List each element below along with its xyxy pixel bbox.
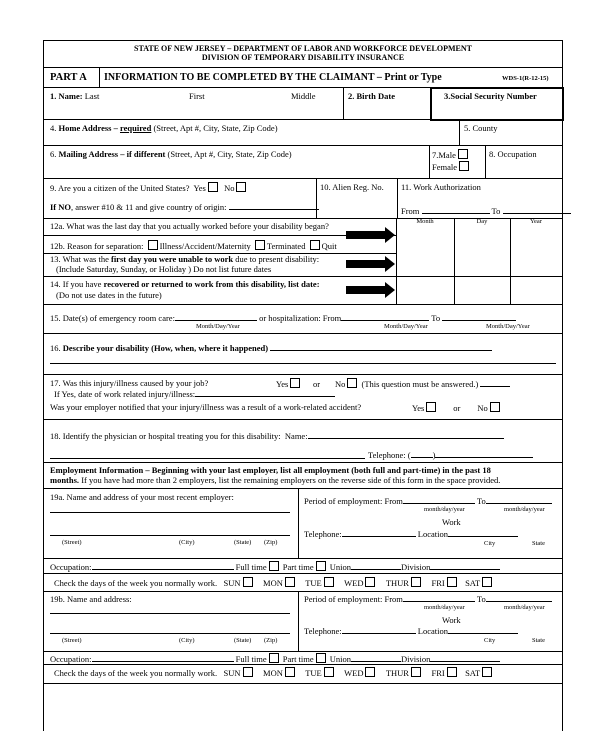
q17-no-checkbox bbox=[347, 378, 357, 388]
street-label-b: (Street) bbox=[62, 637, 82, 644]
first-label: First bbox=[189, 91, 205, 101]
employer-notified-answer[interactable]: Yes or No bbox=[412, 402, 502, 413]
form-page bbox=[43, 40, 563, 731]
mdy-label-1: Month/Day/Year bbox=[196, 323, 240, 330]
employment-info-note: months. If you have had more than 2 employers, list the remaining employers on the reverse side of this form in the space provided. bbox=[50, 475, 501, 485]
q18-label[interactable]: 18. Identify the physician or hospital treating you for this disability: Name: bbox=[50, 431, 504, 441]
state-a2: State bbox=[532, 540, 545, 547]
year-header: Year bbox=[530, 218, 542, 225]
q19a-label: 19a. Name and address of your most recent employer: bbox=[50, 492, 234, 502]
q17-label: 17. Was this injury/illness caused by your job? bbox=[50, 378, 209, 388]
city-a2: City bbox=[484, 540, 496, 547]
female-option[interactable]: Female bbox=[432, 161, 471, 172]
name-label: 1. Name: Last bbox=[50, 91, 100, 101]
birth-date-label: 2. Birth Date bbox=[348, 91, 395, 101]
telephone-b[interactable]: Telephone: Location bbox=[304, 626, 518, 636]
part-title: INFORMATION TO BE COMPLETED BY THE CLAIMANT – Print or Type bbox=[104, 72, 442, 83]
work-auth-label: 11. Work Authorization bbox=[401, 182, 481, 192]
q12b-label: 12b. Reason for separation: Illness/Accident/Maternity Terminated Quit bbox=[50, 241, 337, 251]
occupation-label[interactable]: 8. Occupation bbox=[489, 149, 537, 159]
home-address-label[interactable]: 4. Home Address – required (Street, Apt #, City, State, Zip Code) bbox=[50, 123, 278, 133]
mdy-a-2: month/day/year bbox=[504, 506, 545, 513]
zip-label-b: (Zip) bbox=[264, 637, 278, 644]
zip-label-a: (Zip) bbox=[264, 539, 278, 546]
mdy-a-1: month/day/year bbox=[424, 506, 465, 513]
agency-line: STATE OF NEW JERSEY – DEPARTMENT OF LABOR AND WORKFORCE DEVELOPMENT bbox=[134, 44, 472, 53]
if-no-note[interactable]: If NO, answer #10 & 11 and give country of origin: bbox=[50, 202, 319, 212]
q16-label[interactable]: 16. Describe your disability (How, when, where it happened) bbox=[50, 343, 492, 353]
illness-checkbox[interactable] bbox=[148, 240, 158, 250]
arrow-12 bbox=[346, 231, 385, 239]
male-option[interactable]: 7.Male bbox=[432, 149, 470, 160]
street-label-a: (Street) bbox=[62, 539, 82, 546]
mailing-address-label[interactable]: 6. Mailing Address – if different (Street, Apt #, City, State, Zip Code) bbox=[50, 149, 292, 159]
occupation-row-b[interactable]: Occupation: Full time Part time Union Division bbox=[50, 653, 500, 664]
q17-if-yes[interactable]: If Yes, date of work related injury/illness: bbox=[54, 389, 335, 399]
mdy-b-2: month/day/year bbox=[504, 604, 545, 611]
work-label-b: Work bbox=[442, 615, 461, 625]
day-header: Day bbox=[476, 218, 488, 225]
citizen-question: 9. Are you a citizen of the United States? Yes No bbox=[50, 182, 248, 193]
state-b2: State bbox=[532, 637, 545, 644]
days-row-b[interactable]: Check the days of the week you normally work. SUN MON TUE WED THUR FRI SAT bbox=[54, 667, 494, 678]
part-label: PART A bbox=[50, 72, 87, 83]
work-label-a: Work bbox=[442, 517, 461, 527]
terminated-checkbox[interactable] bbox=[255, 240, 265, 250]
state-label-b: (State) bbox=[234, 637, 252, 644]
citizen-yes-checkbox[interactable] bbox=[208, 182, 218, 192]
period-from-b[interactable]: Period of employment: From To bbox=[304, 594, 552, 604]
q13-note: (Include Saturday, Sunday, or Holiday ) Do not list future dates bbox=[56, 264, 272, 274]
quit-checkbox[interactable] bbox=[310, 240, 320, 250]
employer-notified-question: Was your employer notified that your injury/illness was a result of a work-related accident? bbox=[50, 402, 362, 412]
arrow-13 bbox=[346, 260, 385, 268]
period-from-a[interactable]: Period of employment: From To bbox=[304, 496, 552, 506]
telephone-a[interactable]: Telephone: Location bbox=[304, 529, 518, 539]
employment-info-heading: Employment Information – Beginning with your last employer, list all employment (both full and part-time) in the past 18 bbox=[50, 465, 491, 475]
city-b2: City bbox=[484, 637, 496, 644]
occupation-row-a[interactable]: Occupation: Full time Part time Union Division bbox=[50, 561, 500, 572]
q17-yes-checkbox bbox=[290, 378, 300, 388]
state-label-a: (State) bbox=[234, 539, 252, 546]
q17-answer[interactable]: Yes or No (This question must be answered.) bbox=[276, 378, 510, 389]
alien-reg-label[interactable]: 10. Alien Reg. No. bbox=[320, 182, 384, 192]
q14-label: 14. If you have recovered or returned to work from this disability, list date: bbox=[50, 279, 320, 289]
q19b-label: 19b. Name and address: bbox=[50, 594, 132, 604]
citizen-no-checkbox[interactable] bbox=[236, 182, 246, 192]
division-line: DIVISION OF TEMPORARY DISABILITY INSURANCE bbox=[201, 53, 405, 62]
city-label-a: (City) bbox=[179, 539, 195, 546]
ssn-label: 3.Social Security Number bbox=[444, 91, 537, 101]
days-row-a[interactable]: Check the days of the week you normally work. SUN MON TUE WED THUR FRI SAT bbox=[54, 577, 494, 588]
mdy-b-1: month/day/year bbox=[424, 604, 465, 611]
q12a-label: 12a. What was the last day that you actually worked before your disability began? bbox=[50, 221, 329, 231]
mdy-label-2: Month/Day/Year bbox=[384, 323, 428, 330]
q14-note: (Do not use dates in the future) bbox=[56, 290, 162, 300]
middle-label: Middle bbox=[291, 91, 316, 101]
city-label-b: (City) bbox=[179, 637, 195, 644]
county-label[interactable]: 5. County bbox=[464, 123, 498, 133]
month-header: Month bbox=[416, 218, 434, 225]
physician-telephone[interactable]: Telephone: ( ) bbox=[368, 450, 533, 460]
form-id: WDS-1(R-12-15) bbox=[502, 75, 549, 82]
mdy-label-3: Month/Day/Year bbox=[486, 323, 530, 330]
work-auth-dates[interactable]: From To bbox=[401, 206, 571, 216]
arrow-14 bbox=[346, 286, 385, 294]
q15-label[interactable]: 15. Date(s) of emergency room care: or hospitalization: From To bbox=[50, 313, 516, 323]
q13-label: 13. What was the first day you were unable to work due to present disability: bbox=[50, 254, 320, 264]
